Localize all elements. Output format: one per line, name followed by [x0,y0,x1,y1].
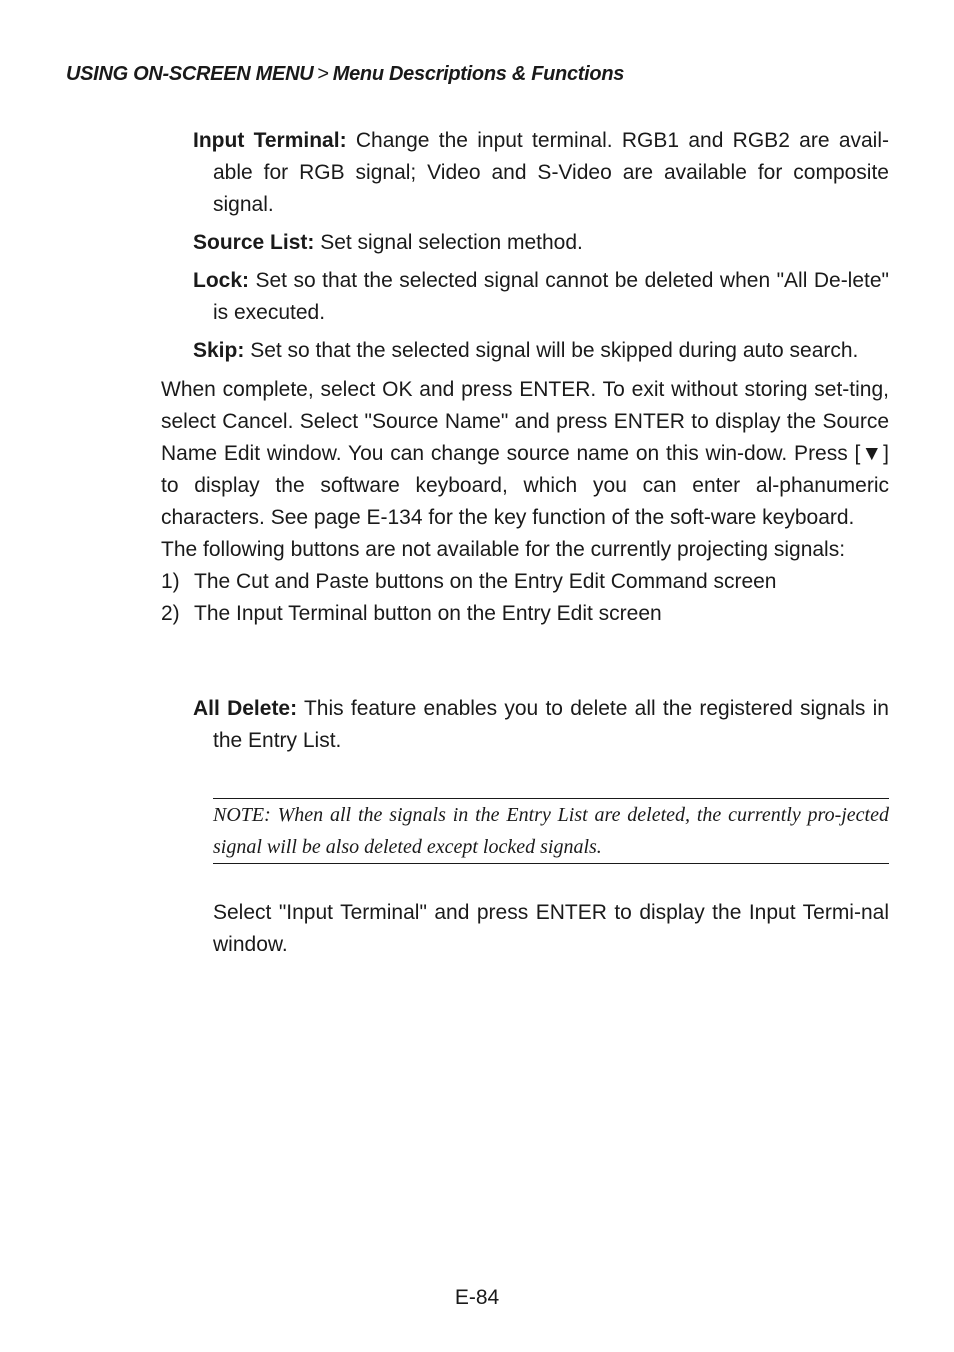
definition-list [193,125,889,373]
definition-all-delete [193,693,889,757]
body-paragraph: The following buttons are not available for the currently projecting signals: [161,538,846,561]
definition-text: Change the input terminal. RGB1 and RGB2 are avail-able for RGB signal; Video and S-Video are available for composite signal. [213,129,889,216]
list-number: 2) [161,602,180,625]
definition-term: Lock: [193,269,250,292]
final-paragraph: Select "Input Terminal" and press ENTER to display the Input Termi-nal window. [213,901,889,956]
note-box: NOTE: When all the signals in the Entry List are deleted, the currently pro-jected signal will be also deleted except locked signals. [213,798,889,864]
definition-term: Skip: [193,339,245,362]
running-header [66,58,624,90]
definition-text: Set so that the selected signal cannot be deleted when "All De-lete" is executed. [213,269,889,324]
definition-lock [193,265,889,329]
header-separator: > [317,63,329,85]
definition-term: Source List: [193,231,315,254]
definition-term: Input Terminal: [193,129,347,152]
definition-input-terminal [193,125,889,221]
unavailable-buttons-list [161,566,889,630]
definition-text: This feature enables you to delete all the registered signals in the Entry List. [213,697,889,752]
definition-skip [193,335,889,367]
page-number: E-84 [454,1286,500,1309]
list-text: The Cut and Paste buttons on the Entry Edit Command screen [194,570,777,593]
body-text [161,374,889,630]
definition-text: Set signal selection method. [320,231,583,254]
list-text: The Input Terminal button on the Entry Edit screen [194,602,662,625]
header-section: USING ON-SCREEN MENU [66,63,314,85]
final-instruction [213,897,889,961]
list-item [161,566,889,598]
header-subsection: Menu Descriptions & Functions [332,63,625,85]
body-paragraph: When complete, select OK and press ENTER. To exit without storing set-ting, select Cancel. Select "Source Name" and press ENTER to display the Source Name Edit window. You can change source name on this win-dow. Press [▼] to display the software keyboard, which you can enter al-phanumeric characters. See page E-134 for the key function of the soft-ware keyboard. [161,378,889,529]
definition-text: Set so that the selected signal will be skipped during auto search. [250,339,859,362]
all-delete-section [193,693,889,763]
definition-source-list [193,227,889,259]
list-number: 1) [161,570,180,593]
definition-term: All Delete: [193,697,298,720]
list-item [161,598,889,630]
